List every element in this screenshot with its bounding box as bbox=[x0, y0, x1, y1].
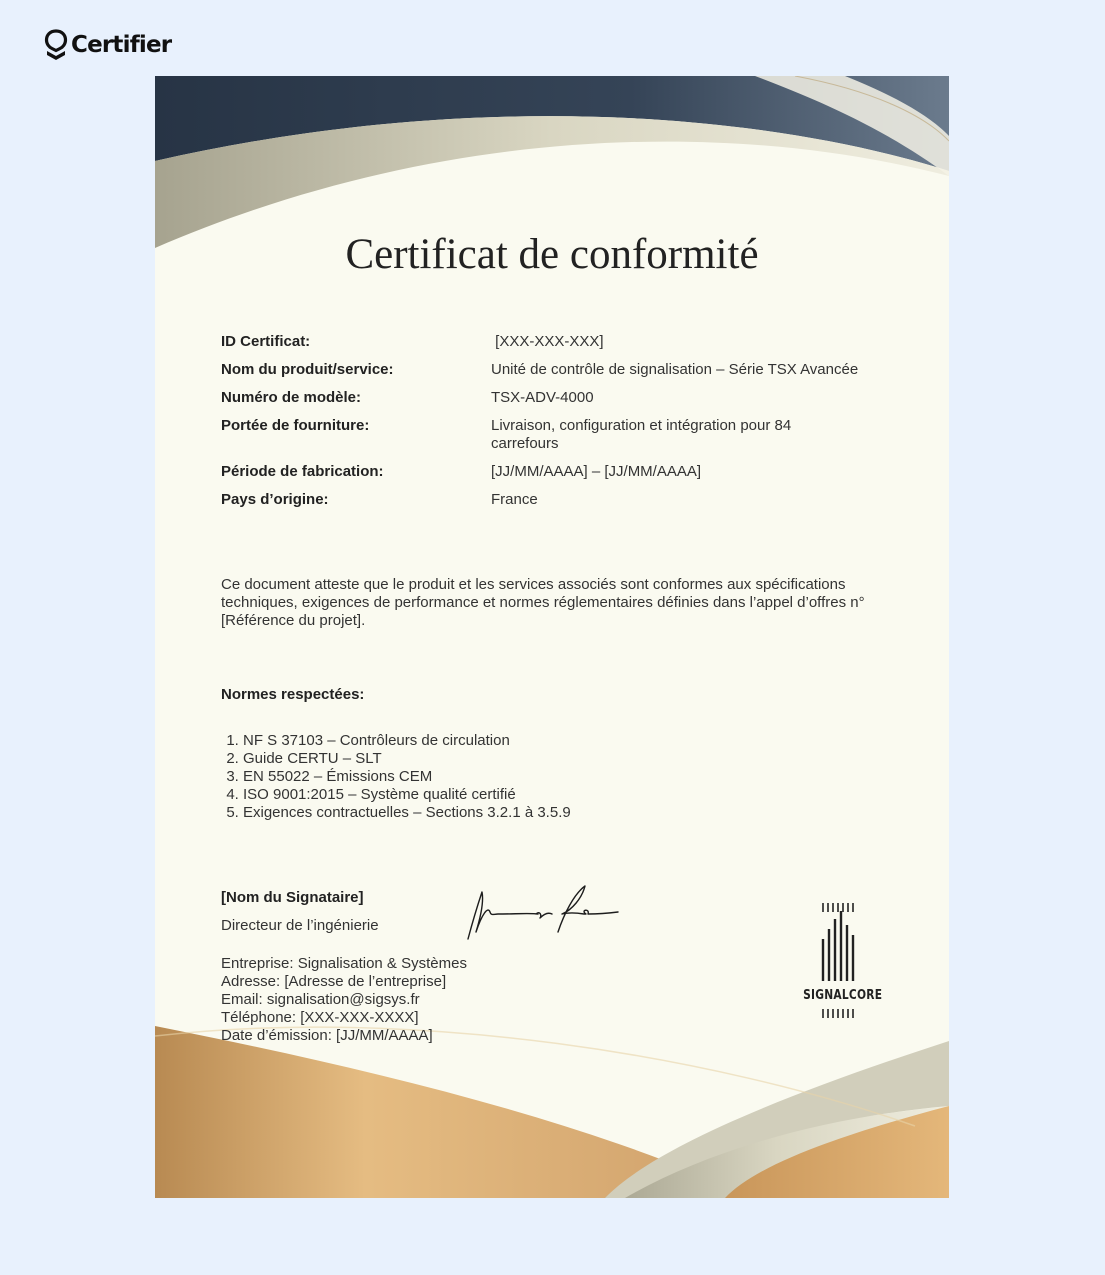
list-item: 4. ISO 9001:2015 – Système qualité certifié bbox=[243, 786, 571, 804]
list-item: 1. NF S 37103 – Contrôleurs de circulation bbox=[243, 732, 571, 750]
signatory-role: Directeur de l’ingénierie bbox=[221, 917, 379, 934]
email-line: Email: signalisation@sigsys.fr bbox=[221, 991, 420, 1008]
field-value: Livraison, configuration et intégration pour 84 carrefours bbox=[491, 417, 792, 452]
conformity-statement: Ce document atteste que le produit et les services associés sont conformes aux spécifications techniques, exigences de performance et normes réglementaires définies dans l’appel d’offres n° [Référence du projet]. bbox=[221, 576, 865, 629]
list-item: 3. EN 55022 – Émissions CEM bbox=[243, 768, 571, 786]
list-item: 2. Guide CERTU – SLT bbox=[243, 750, 571, 768]
phone-line: Téléphone: [XXX-XXX-XXXX] bbox=[221, 1009, 419, 1026]
brand-logo bbox=[44, 29, 171, 61]
field-value: Unité de contrôle de signalisation – Série TSX Avancée bbox=[491, 361, 859, 378]
field-label: Nom du produit/service: bbox=[221, 361, 394, 378]
field-label: Pays d’origine: bbox=[221, 491, 329, 508]
list-item: 5. Exigences contractuelles – Sections 3.2.1 à 3.5.9 bbox=[243, 804, 571, 822]
company-line: Entreprise: Signalisation & Systèmes bbox=[221, 955, 467, 972]
field-value: [XXX-XXX-XXX] bbox=[491, 333, 604, 350]
field-value: [JJ/MM/AAAA] – [JJ/MM/AAAA] bbox=[491, 463, 702, 480]
signalcore-logo-icon bbox=[795, 901, 885, 1023]
field-value: TSX-ADV-4000 bbox=[491, 389, 594, 406]
logo-wordmark: SIGNALCORE bbox=[803, 988, 883, 1003]
contact-block bbox=[221, 955, 467, 1045]
signatory-name: [Nom du Signataire] bbox=[221, 889, 364, 906]
brand-name: Certifier bbox=[71, 32, 172, 58]
address-line: Adresse: [Adresse de l’entreprise] bbox=[221, 973, 447, 990]
field-label: Numéro de modèle: bbox=[221, 389, 362, 406]
handwritten-signature bbox=[460, 884, 620, 944]
field-label: ID Certificat: bbox=[221, 333, 311, 350]
norms-heading: Normes respectées: bbox=[221, 686, 365, 703]
norms-list bbox=[221, 732, 571, 822]
issue-date-line: Date d’émission: [JJ/MM/AAAA] bbox=[221, 1027, 433, 1044]
field-label: Période de fabrication: bbox=[221, 463, 384, 480]
field-value: France bbox=[491, 491, 538, 508]
certifier-logo-icon bbox=[44, 29, 68, 61]
certificate bbox=[155, 76, 949, 1198]
certificate-title: Certificat de conformité bbox=[345, 231, 759, 278]
field-label: Portée de fourniture: bbox=[221, 417, 370, 434]
